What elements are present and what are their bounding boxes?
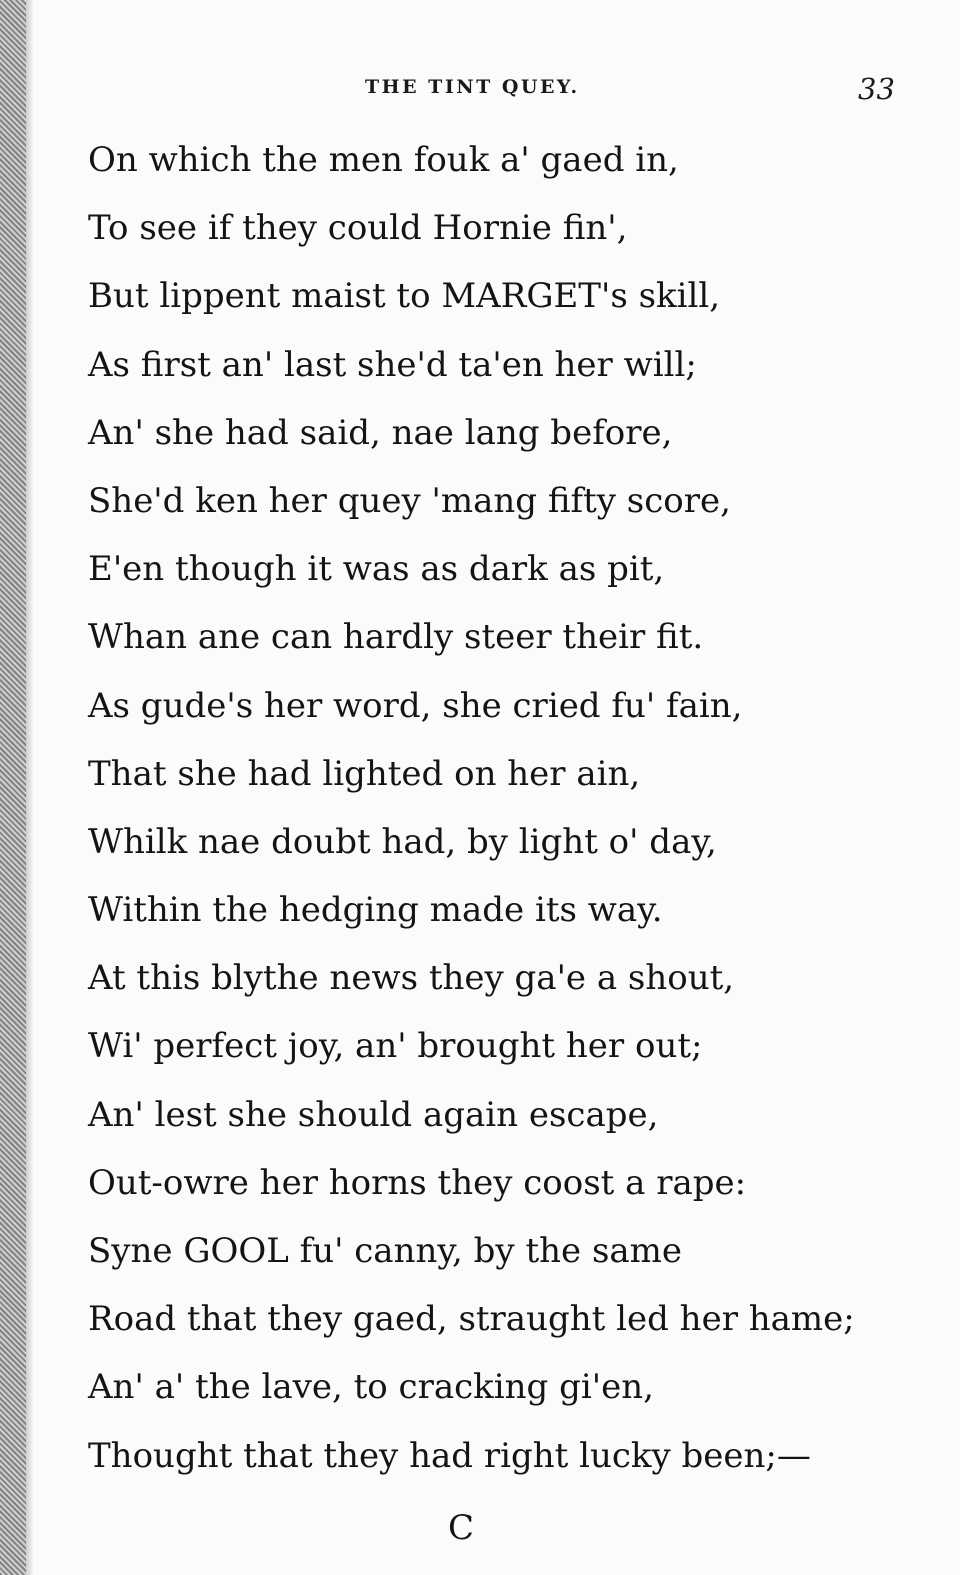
verse-line: Out-owre her horns they coost a rape: bbox=[88, 1162, 747, 1203]
verse-line: At this blythe news they ga'e a shout, bbox=[88, 958, 735, 999]
verse-line: She'd ken her quey 'mang fifty score, bbox=[88, 480, 731, 521]
edge-shadow bbox=[26, 0, 34, 1575]
binding-edge bbox=[0, 0, 26, 1575]
verse-line: Whan ane can hardly steer their fit. bbox=[88, 617, 704, 658]
verse-line: But lippent maist to MARGET's skill, bbox=[88, 276, 721, 317]
verse-line: Road that they gaed, straught led her hame; bbox=[88, 1299, 855, 1340]
verse-line: An' lest she should again escape, bbox=[88, 1094, 659, 1135]
verse-line: Thought that they had right lucky been;— bbox=[88, 1435, 811, 1476]
verse-line: On which the men fouk a' gaed in, bbox=[88, 140, 679, 180]
verse-line: An' a' the lave, to cracking gi'en, bbox=[88, 1367, 654, 1408]
verse-line: Syne GOOL fu' canny, by the same bbox=[88, 1231, 683, 1271]
page-number: 33 bbox=[858, 72, 895, 106]
running-title: THE TINT QUEY. bbox=[365, 76, 580, 98]
running-head bbox=[0, 72, 960, 106]
verse-line: Within the hedging made its way. bbox=[88, 890, 663, 931]
verse-line: As gude's her word, she cried fu' fain, bbox=[88, 685, 743, 726]
verse-block bbox=[88, 138, 888, 1502]
verse-line: To see if they could Hornie fin', bbox=[88, 208, 628, 249]
verse-line: An' she had said, nae lang before, bbox=[88, 412, 673, 453]
verse-line: E'en though it was as dark as pit, bbox=[88, 549, 665, 590]
verse-line: That she had lighted on her ain, bbox=[88, 753, 641, 794]
verse-line: Wi' perfect joy, an' brought her out; bbox=[88, 1026, 703, 1067]
verse-line: Whilk nae doubt had, by light o' day, bbox=[88, 821, 717, 862]
verse-line: As first an' last she'd ta'en her will; bbox=[88, 344, 697, 385]
signature-mark: C bbox=[448, 1508, 475, 1548]
